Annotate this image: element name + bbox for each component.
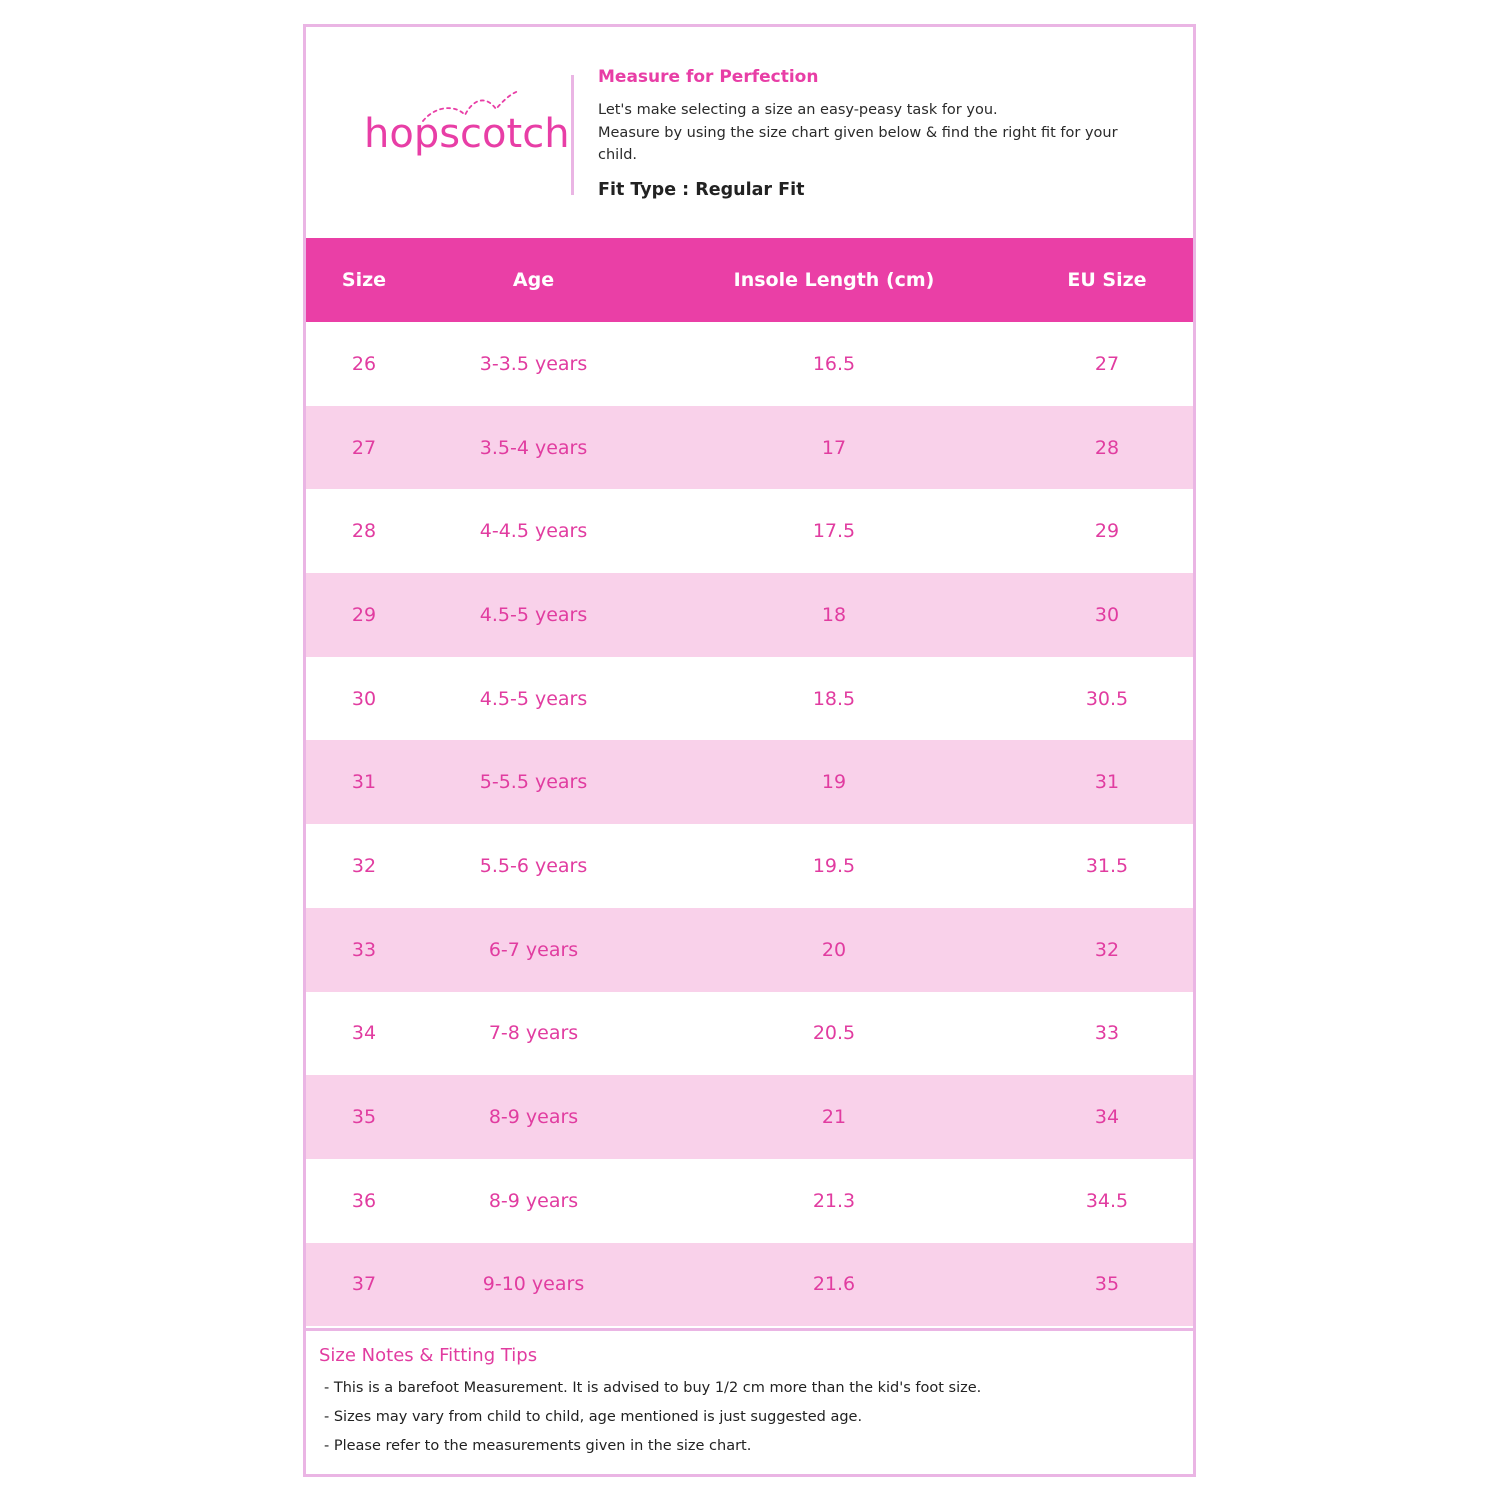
size-table [306,238,1193,1326]
fit-type: Fit Type : Regular Fit [598,180,805,200]
cell-age: 4-4.5 years [479,520,588,543]
cell-eu-size: 29 [1094,520,1120,543]
column-header-age: Age [512,269,555,291]
column-header-eu-size: EU Size [1067,269,1147,291]
cell-eu-size: 32 [1094,938,1120,961]
intro-line: Let's make selecting a size an easy-peasy task for you. [598,102,998,118]
cell-size: 35 [351,1106,377,1129]
cell-eu-size: 27 [1094,352,1120,375]
cell-size: 29 [351,603,377,626]
cell-insole-length: 16.5 [812,352,856,375]
table-body [306,322,1193,1326]
table-row [306,322,1193,406]
table-row [306,406,1193,490]
cell-age: 3.5-4 years [479,436,588,459]
notes-divider [306,1328,1193,1331]
cell-eu-size: 34 [1094,1106,1120,1129]
cell-size: 36 [351,1189,377,1212]
intro-text [598,99,1158,167]
size-chart-card [303,24,1196,1477]
note-item: - This is a barefoot Measurement. It is advised to buy 1/2 cm more than the kid's foot size. [324,1380,982,1396]
cell-size: 32 [351,854,377,877]
cell-size: 27 [351,436,377,459]
column-header-size: Size [341,269,387,291]
note-item: - Please refer to the measurements given in the size chart. [324,1438,752,1454]
notes-title: Size Notes & Fitting Tips [319,1345,538,1366]
cell-eu-size: 30 [1094,603,1120,626]
cell-insole-length: 17 [821,436,847,459]
table-row [306,908,1193,992]
table-row [306,740,1193,824]
cell-insole-length: 21 [821,1106,847,1129]
cell-age: 8-9 years [488,1189,579,1212]
table-row [306,1075,1193,1159]
cell-age: 3-3.5 years [479,352,588,375]
cell-size: 33 [351,938,377,961]
table-row [306,1159,1193,1243]
cell-eu-size: 34.5 [1085,1189,1129,1212]
table-row [306,824,1193,908]
table-row [306,573,1193,657]
cell-age: 8-9 years [488,1106,579,1129]
header-divider [571,75,574,195]
notes-list [324,1377,1184,1464]
cell-insole-length: 17.5 [812,520,856,543]
cell-insole-length: 18 [821,603,847,626]
table-header-row [306,238,1193,322]
cell-size: 26 [351,352,377,375]
cell-eu-size: 31.5 [1085,854,1129,877]
cell-insole-length: 21.3 [812,1189,856,1212]
cell-size: 31 [351,771,377,794]
cell-size: 28 [351,520,377,543]
cell-eu-size: 35 [1094,1273,1120,1296]
cell-eu-size: 30.5 [1085,687,1129,710]
cell-age: 5.5-6 years [479,854,588,877]
cell-eu-size: 33 [1094,1022,1120,1045]
hopscotch-logo-mark [361,87,570,167]
table-row [306,1243,1193,1327]
cell-insole-length: 21.6 [812,1273,856,1296]
cell-insole-length: 19 [821,771,847,794]
page-title: Measure for Perfection [598,67,819,87]
intro-line: Measure by using the size chart given below & find the right fit for your child. [598,124,1118,163]
cell-size: 30 [351,687,377,710]
cell-age: 9-10 years [482,1273,585,1296]
cell-insole-length: 18.5 [812,687,856,710]
note-item: - Sizes may vary from child to child, age mentioned is just suggested age. [324,1409,863,1425]
cell-insole-length: 20.5 [812,1022,856,1045]
cell-eu-size: 28 [1094,436,1120,459]
column-header-insole-length: Insole Length (cm) [733,269,935,291]
cell-size: 37 [351,1273,377,1296]
cell-size: 34 [351,1022,377,1045]
brand-name: hopscotch [364,111,570,157]
table-row [306,992,1193,1076]
cell-age: 4.5-5 years [479,603,588,626]
cell-insole-length: 20 [821,938,847,961]
hopscotch-logo [361,87,570,167]
cell-age: 6-7 years [488,938,579,961]
table-row [306,489,1193,573]
cell-age: 7-8 years [488,1022,579,1045]
size-chart-header [306,27,1193,239]
cell-eu-size: 31 [1094,771,1120,794]
cell-age: 5-5.5 years [479,771,588,794]
cell-age: 4.5-5 years [479,687,588,710]
table-row [306,657,1193,741]
cell-insole-length: 19.5 [812,854,856,877]
